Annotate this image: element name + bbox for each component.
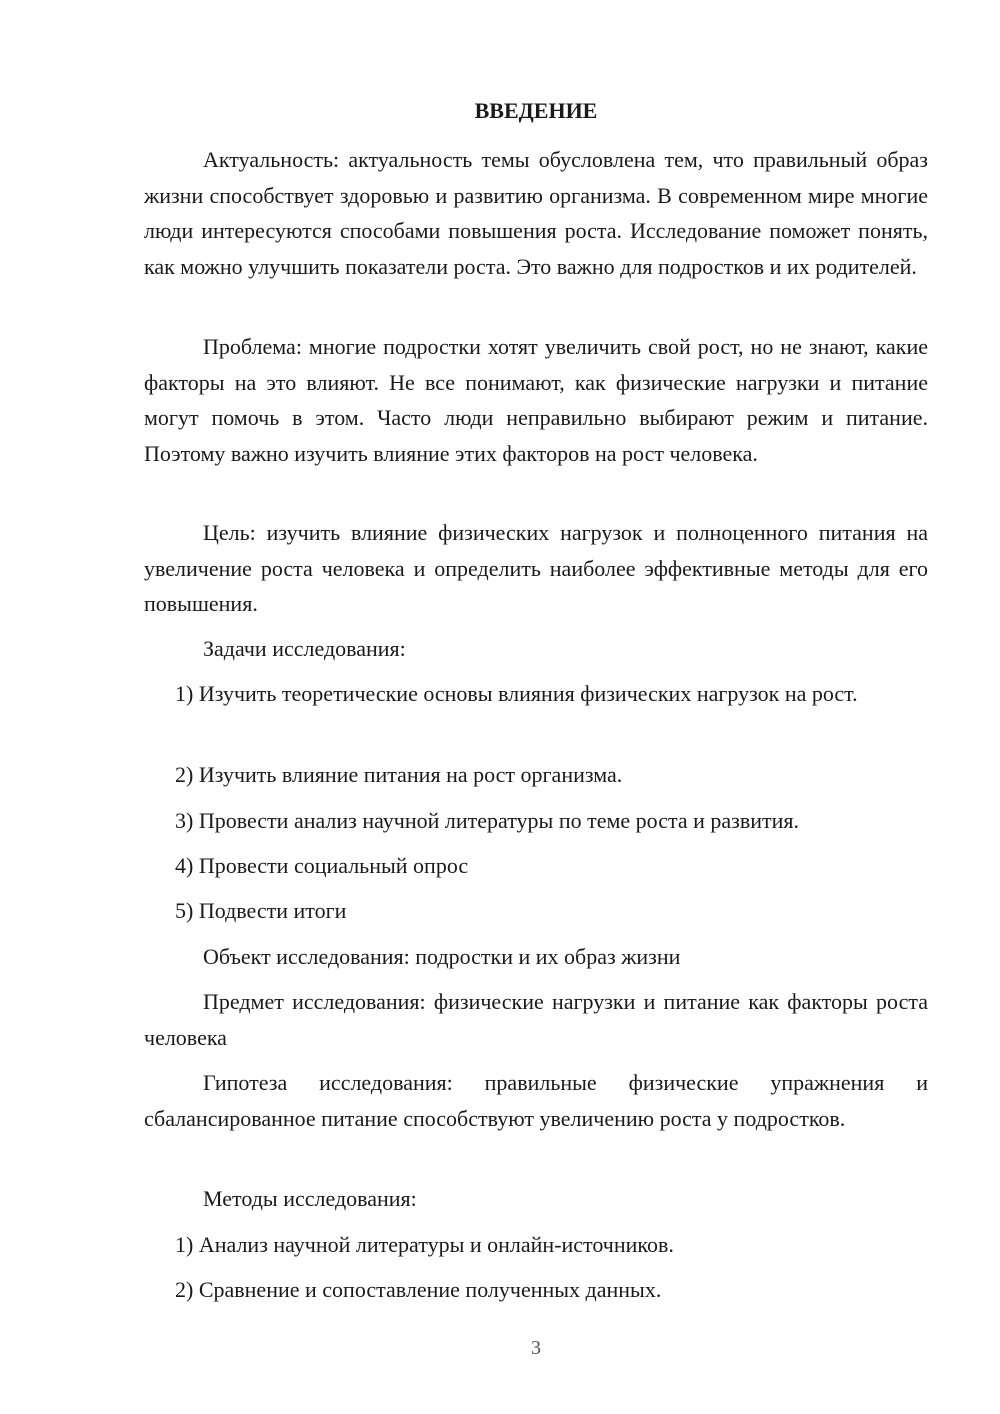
subject-paragraph: Предмет исследования: физические нагрузки и питание как факторы роста человека <box>144 989 928 1050</box>
hypothesis-paragraph: Гипотеза исследования: правильные физические упражнения и сбалансированное питание способствуют увеличению роста у подростков. <box>144 1070 928 1131</box>
relevance-paragraph: Актуальность: актуальность темы обусловлена тем, что правильный образ жизни способствует здоровью и развитию организма. В современном мире многие люди интересуются способами повышения роста. Исследование поможет понять, как можно улучшить показатели роста. Это важно для подростков и их родителей. <box>144 147 928 279</box>
tasks-heading: Задачи исследования: <box>203 636 406 661</box>
page-number: 3 <box>531 1337 541 1359</box>
task-item-1: 1) Изучить теоретические основы влияния физических нагрузок на рост. <box>175 681 858 706</box>
method-item-2: 2) Сравнение и сопоставление полученных данных. <box>175 1277 662 1302</box>
object-paragraph: Объект исследования: подростки и их образ жизни <box>203 944 681 969</box>
task-item-3: 3) Провести анализ научной литературы по теме роста и развития. <box>175 808 800 833</box>
method-item-1: 1) Анализ научной литературы и онлайн-источников. <box>175 1232 674 1257</box>
methods-heading: Методы исследования: <box>203 1186 417 1211</box>
task-item-2: 2) Изучить влияние питания на рост организма. <box>175 762 623 787</box>
goal-paragraph: Цель: изучить влияние физических нагрузок и полноценного питания на увеличение роста человека и определить наиболее эффективные методы для его повышения. <box>144 520 928 616</box>
task-item-5: 5) Подвести итоги <box>175 898 347 923</box>
page-title: ВВЕДЕНИЕ <box>474 98 598 123</box>
problem-paragraph: Проблема: многие подростки хотят увеличить свой рост, но не знают, какие факторы на это влияют. Не все понимают, как физические нагрузки и питание могут помочь в этом. Часто люди неправильно выбирают режим и питание. Поэтому важно изучить влияние этих факторов на рост человека. <box>144 334 928 466</box>
task-item-4: 4) Провести социальный опрос <box>175 853 469 878</box>
